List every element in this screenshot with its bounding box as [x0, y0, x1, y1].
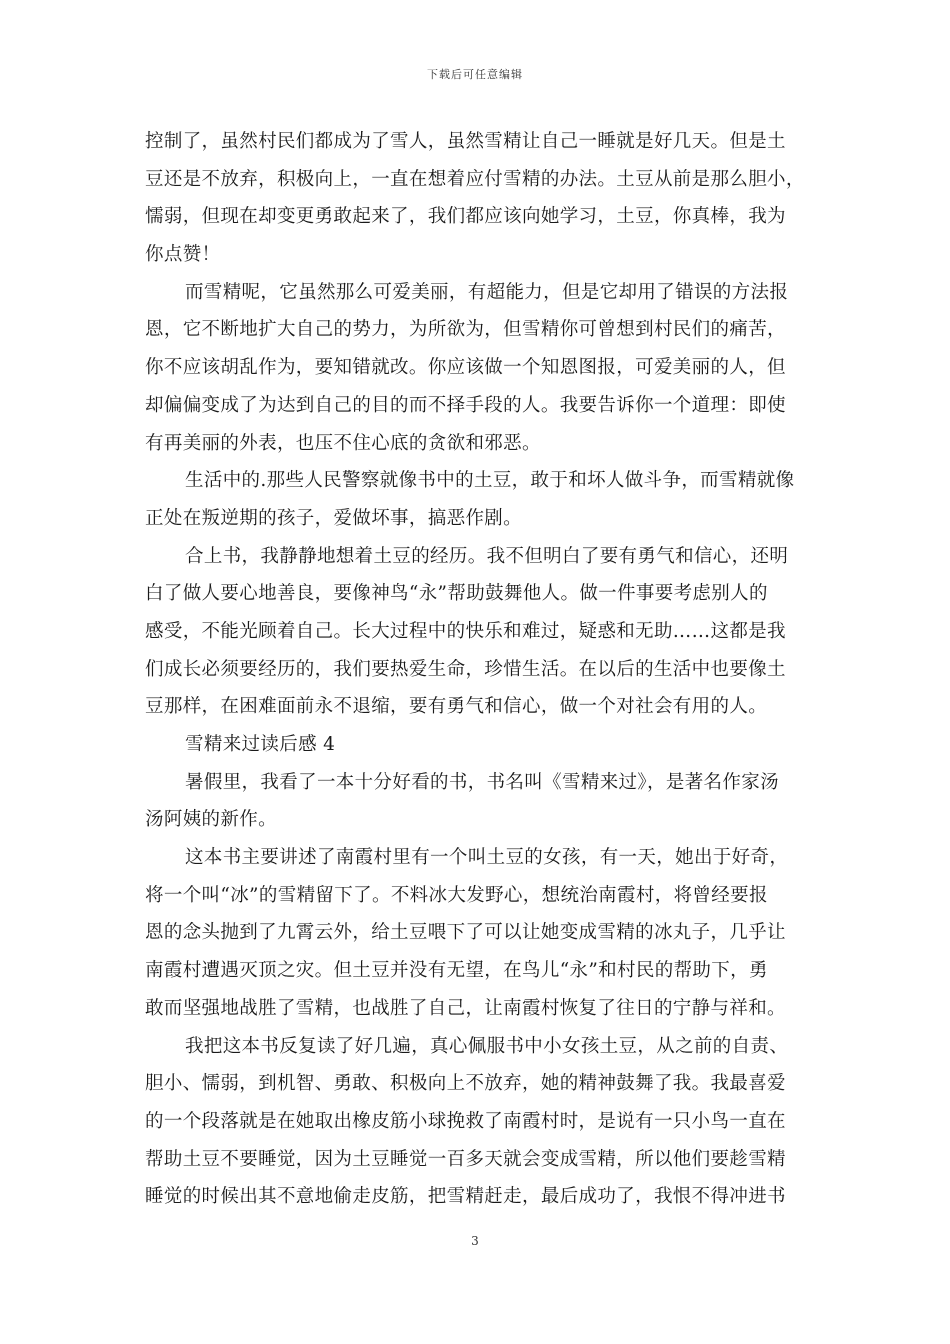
text-line: 的一个段落就是在她取出橡皮筋小球挽救了南霞村时，是说有一只小鸟一直在	[145, 1110, 786, 1132]
page-header: 下载后可任意编辑	[427, 68, 523, 81]
text-line: 这本书主要讲述了南霞村里有一个叫土豆的女孩，有一天，她出于好奇，	[185, 847, 789, 869]
page-number: 3	[471, 1234, 479, 1248]
text-line: 雪精来过读后感 4	[185, 734, 336, 755]
text-line: 你点赞！	[145, 244, 221, 266]
text-line: 帮助土豆不要睡觉，因为土豆睡觉一百多天就会变成雪精，所以他们要趁雪精	[145, 1148, 786, 1170]
text-line: 白了做人要心地善良，要像神鸟“永”帮助鼓舞他人。做一件事要考虑别人的	[145, 583, 768, 605]
text-line: 敢而坚强地战胜了雪精，也战胜了自己，让南霞村恢复了往日的宁静与祥和。	[145, 997, 786, 1019]
text-line: 暑假里，我看了一本十分好看的书，书名叫《雪精来过》，是著名作家汤	[185, 771, 779, 793]
text-line: 胆小、懦弱，到机智、勇敢、积极向上不放弃，她的精神鼓舞了我。我最喜爱	[145, 1073, 786, 1095]
text-line: 汤阿姨的新作。	[145, 809, 277, 831]
text-line: 恩，它不断地扩大自己的势力，为所欲为，但雪精你可曾想到村民们的痛苦，	[145, 319, 786, 341]
text-line: 感受，不能光顾着自己。长大过程中的快乐和难过，疑惑和无助……这都是我	[145, 620, 786, 642]
text-line: 睡觉的时候出其不意地偷走皮筋，把雪精赶走，最后成功了，我恨不得冲进书	[145, 1186, 786, 1208]
text-line: 们成长必须要经历的，我们要热爱生命，珍惜生活。在以后的生活中也要像土	[145, 658, 786, 680]
text-line: 生活中的.那些人民警察就像书中的土豆，敢于和坏人做斗争，而雪精就像	[185, 470, 795, 492]
text-line: 你不应该胡乱作为，要知错就改。你应该做一个知恩图报，可爱美丽的人，但	[145, 357, 786, 379]
text-line: 将一个叫“冰”的雪精留下了。不料冰大发野心，想统治南霞村，将曾经要报	[145, 884, 768, 906]
text-line: 恩的念头抛到了九霄云外，给土豆喂下了可以让她变成雪精的冰丸子，几乎让	[145, 922, 786, 944]
text-line: 正处在叛逆期的孩子，爱做坏事，搞恶作剧。	[145, 507, 523, 529]
text-line: 而雪精呢，它虽然那么可爱美丽，有超能力，但是它却用了错误的方法报	[185, 281, 789, 303]
text-line: 我把这本书反复读了好几遍，真心佩服书中小女孩土豆，从之前的自责、	[185, 1035, 789, 1057]
text-line: 懦弱，但现在却变更勇敢起来了，我们都应该向她学习，土豆，你真棒，我为	[145, 206, 786, 228]
text-line: 豆还是不放弃，积极向上，一直在想着应付雪精的办法。土豆从前是那么胆小，	[145, 168, 805, 190]
text-line: 豆那样，在困难面前永不退缩，要有勇气和信心，做一个对社会有用的人。	[145, 696, 768, 718]
text-line: 却偏偏变成了为达到自己的目的而不择手段的人。我要告诉你一个道理：即使	[145, 394, 786, 416]
text-line: 有再美丽的外表，也压不住心底的贪欲和邪恶。	[145, 432, 541, 454]
text-line: 控制了，虽然村民们都成为了雪人，虽然雪精让自己一睡就是好几天。但是土	[145, 131, 786, 152]
text-line: 合上书，我静静地想着土豆的经历。我不但明白了要有勇气和信心，还明	[185, 545, 789, 567]
document-body	[145, 123, 807, 1216]
text-line: 南霞村遭遇灭顶之灾。但土豆并没有无望，在鸟儿“永”和村民的帮助下，勇	[145, 960, 768, 982]
